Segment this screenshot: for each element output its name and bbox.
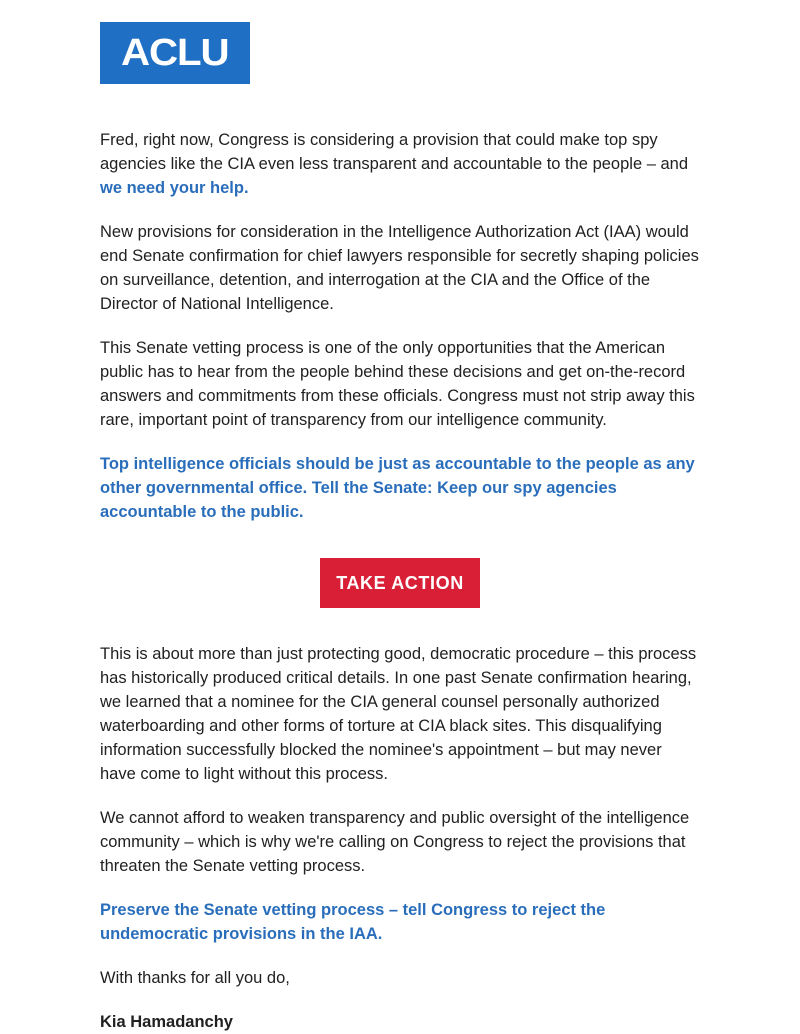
paragraph-iaa-provisions: New provisions for consideration in the Intelligence Authorization Act (IAA) would end Senate confirmation for chief lawyers responsible for secretly shaping policies on surveillance, detention, and interrogation at the CIA and the Office of the Director of National Intelligence.	[100, 223, 699, 313]
spacer	[100, 316, 700, 336]
cta-row	[100, 558, 700, 608]
email-header	[0, 0, 800, 84]
spacer	[100, 786, 700, 806]
spacer	[100, 878, 700, 898]
spacer	[100, 990, 700, 1010]
we-need-your-help-link[interactable]: we need your help.	[100, 179, 249, 197]
email-content	[0, 128, 800, 1034]
spacer	[100, 946, 700, 966]
paragraph-intro-text: Fred, right now, Congress is considering a provision that could make top spy agencies like the CIA even less transparent and accountable to the people – and	[100, 131, 688, 173]
callout-link-preserve-vetting[interactable]: Preserve the Senate vetting process – tell Congress to reject the undemocratic provisions in the IAA.	[100, 901, 606, 943]
callout-link-tell-the-senate[interactable]: Top intelligence officials should be just as accountable to the people as any other governmental office. Tell the Senate: Keep our spy agencies accountable to the public.	[100, 455, 695, 521]
aclu-logo[interactable]	[100, 22, 250, 84]
aclu-logo-text: ACLU	[121, 32, 229, 74]
paragraph-historical-details: This is about more than just protecting good, democratic procedure – this process has historically produced critical details. In one past Senate confirmation hearing, we learned that a nominee for the CIA general counsel personally authorized waterboarding and other forms of torture at CIA black sites. This disqualifying information successfully blocked the nominee's appointment – but may never have come to light without this process.	[100, 645, 697, 783]
paragraph-transparency: We cannot afford to weaken transparency and public oversight of the intelligence community – which is why we're calling on Congress to reject the provisions that threaten the Senate vetting process.	[100, 809, 690, 875]
signature-name: Kia Hamadanchy	[100, 1013, 233, 1031]
take-action-button[interactable]: TAKE ACTION	[320, 558, 480, 608]
spacer	[100, 432, 700, 452]
paragraph-intro	[100, 128, 700, 200]
paragraph-senate-vetting: This Senate vetting process is one of the only opportunities that the American public has to hear from the people behind these decisions and get on-the-record answers and commitments from these officials. Congress must not strip away this rare, important point of transparency from our intelligence community.	[100, 339, 695, 429]
spacer	[100, 200, 700, 220]
closing-line: With thanks for all you do,	[100, 969, 290, 987]
